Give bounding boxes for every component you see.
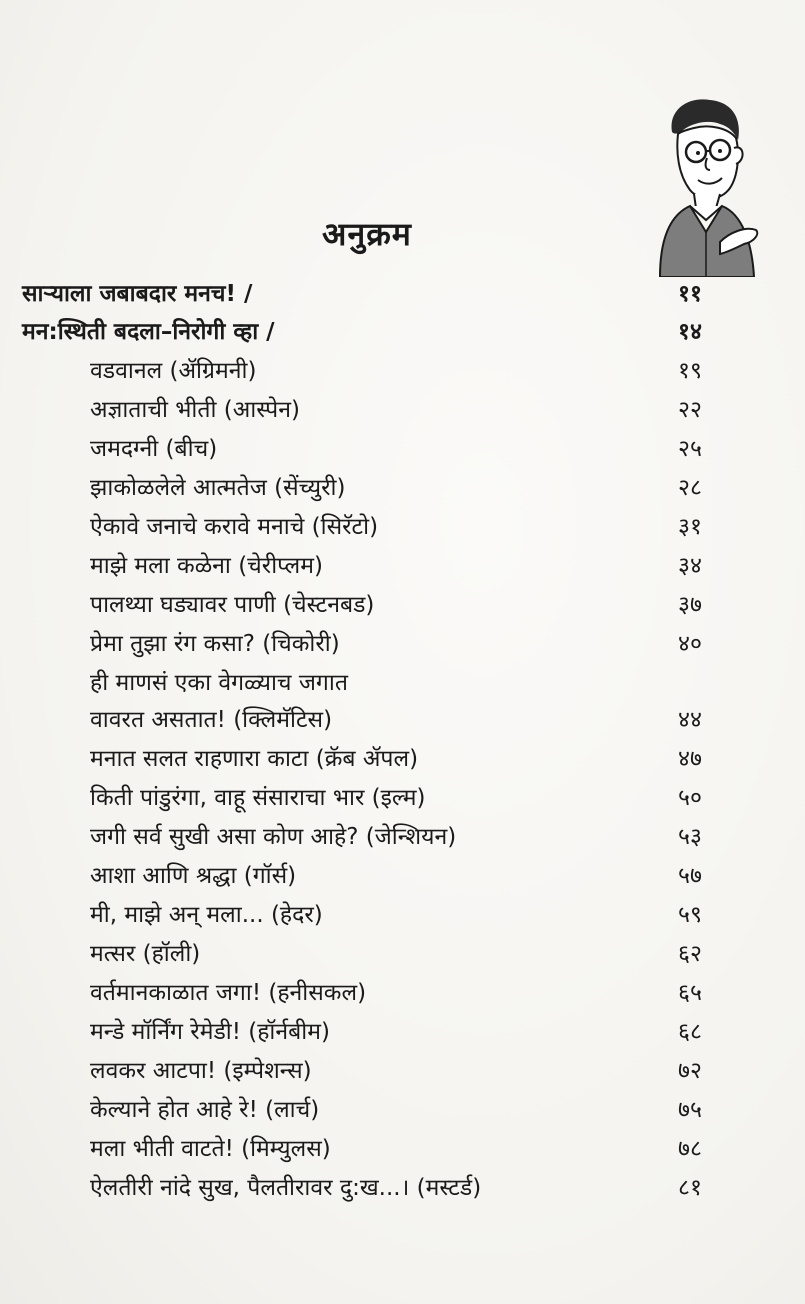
- toc-entry-title: झाकोळलेले आत्मतेज (सेंच्युरी): [90, 475, 346, 501]
- toc-page-number: ७२: [678, 1058, 702, 1084]
- toc-page-number: ४७: [678, 746, 702, 772]
- toc-entry-title: प्रेमा तुझा रंग कसा? (चिकोरी): [90, 631, 340, 657]
- toc-page-number: ५९: [678, 902, 702, 928]
- toc-entry-title: साऱ्याला जबाबदार मनच! /: [22, 281, 253, 307]
- toc-page-number: ११: [678, 281, 702, 307]
- toc-page-number: ४४: [678, 707, 702, 733]
- toc-entry-title: जमदग्नी (बीच): [90, 436, 218, 462]
- toc-page-number: ५७: [678, 863, 702, 889]
- toc-entry-title: ऐकावे जनाचे करावे मनाचे (सिरॅटो): [90, 514, 379, 540]
- cartoon-man-illustration: [650, 92, 760, 277]
- toc-page-number: ५०: [678, 785, 702, 811]
- toc-page-number: २२: [678, 397, 702, 423]
- toc-entry-title: वडवानल (ॲग्रिमनी): [90, 358, 257, 384]
- toc-entry-title: मत्सर (हॉली): [90, 941, 201, 967]
- toc-entry-title: माझे मला कळेना (चेरीप्लम): [90, 553, 323, 579]
- toc-page-number: ८१: [678, 1175, 702, 1201]
- toc-page-number: ६५: [678, 980, 702, 1006]
- toc-entry-title: जगी सर्व सुखी असा कोण आहे? (जेन्शियन): [90, 824, 457, 850]
- contents-heading: अनुक्रम: [322, 215, 412, 253]
- toc-entry-title: वावरत असतात! (क्लिमॅटिस): [90, 707, 333, 733]
- toc-entry-title: ऐलतीरी नांदे सुख, पैलतीरावर दु:ख...। (मस्टर्ड): [90, 1175, 482, 1201]
- toc-entry-title: आशा आणि श्रद्धा (गॉर्स): [90, 863, 297, 889]
- toc-entry-title: केल्याने होत आहे रे! (लार्च): [90, 1097, 320, 1123]
- toc-page-number: ७८: [678, 1136, 702, 1162]
- toc-entry-title: मन्डे मॉर्निंग रेमेडी! (हॉर्नबीम): [90, 1019, 330, 1045]
- toc-entry-title: किती पांडुरंगा, वाहू संसाराचा भार (इल्म): [90, 785, 426, 811]
- toc-page-number: ३४: [678, 553, 702, 579]
- toc-entry-title: वर्तमानकाळात जगा! (हनीसकल): [90, 980, 367, 1006]
- toc-entry-title: अज्ञाताची भीती (आस्पेन): [90, 397, 300, 423]
- toc-page-number: ४०: [678, 631, 702, 657]
- toc-page-number: ७५: [678, 1097, 702, 1123]
- toc-page-number: ६८: [678, 1019, 702, 1045]
- toc-page-number: ५३: [678, 824, 702, 850]
- toc-page-number: ३१: [678, 514, 702, 540]
- toc-entry-title: ही माणसं एका वेगळ्याच जगात: [90, 670, 348, 696]
- toc-entry-title: मनात सलत राहणारा काटा (क्रॅब ॲपल): [90, 746, 419, 772]
- toc-entry-title: पालथ्या घड्यावर पाणी (चेस्टनबड): [90, 592, 375, 618]
- toc-entry-title: मन:स्थिती बदला–निरोगी व्हा /: [22, 319, 275, 345]
- toc-page-number: २५: [678, 436, 702, 462]
- toc-page-number: २८: [678, 475, 702, 501]
- toc-page-number: १४: [678, 319, 702, 345]
- toc-entry-title: मला भीती वाटते! (मिम्युलस): [90, 1136, 331, 1162]
- toc-page-number: ३७: [678, 592, 702, 618]
- toc-entry-title: लवकर आटपा! (इम्पेशन्स): [90, 1058, 312, 1084]
- toc-page-number: १९: [678, 358, 702, 384]
- toc-entry-title: मी, माझे अन् मला... (हेदर): [90, 902, 323, 928]
- toc-page-number: ६२: [678, 941, 702, 967]
